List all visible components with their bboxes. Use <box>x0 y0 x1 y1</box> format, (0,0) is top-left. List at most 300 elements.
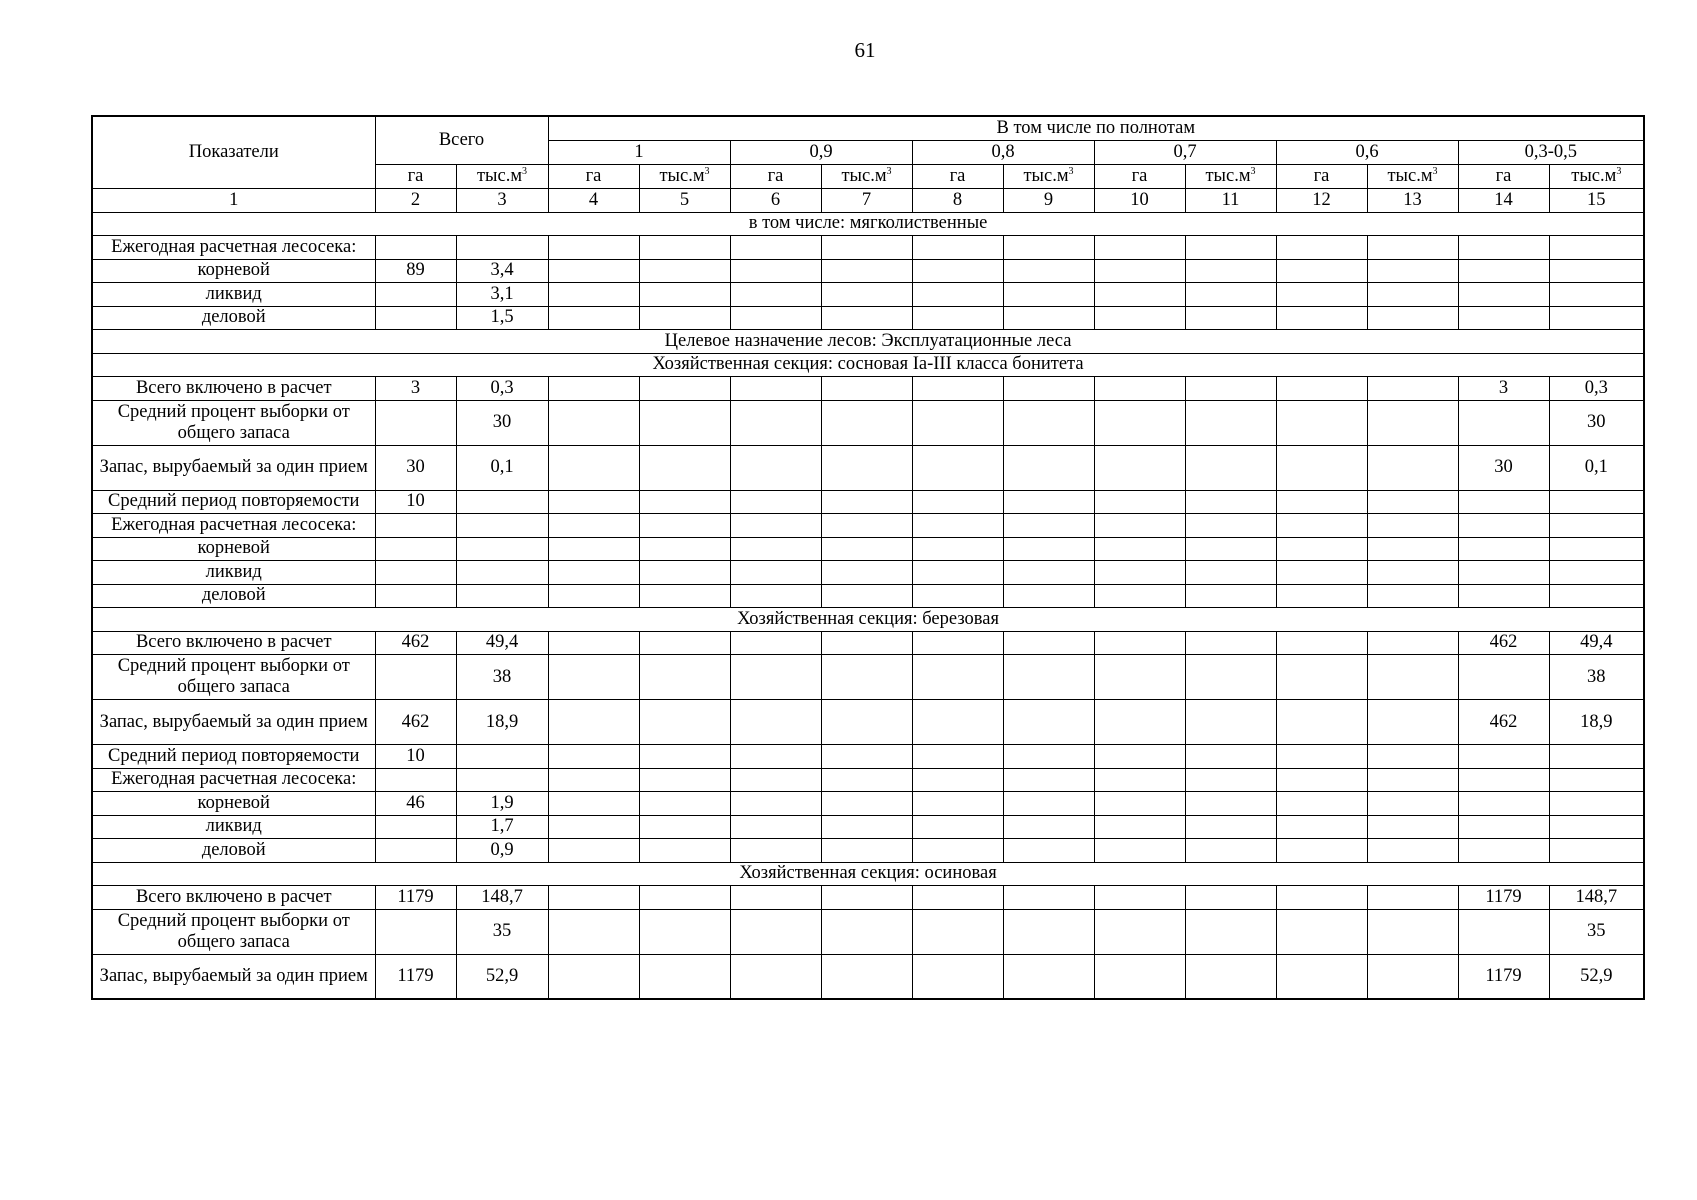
table-cell <box>639 768 730 792</box>
table-cell <box>912 655 1003 700</box>
table-cell <box>1549 584 1644 608</box>
section-row <box>92 608 1644 632</box>
table-cell <box>548 306 639 330</box>
table-cell: 1,5 <box>456 306 548 330</box>
table-cell <box>375 514 456 538</box>
header-density-6: 0,3-0,5 <box>1458 140 1644 164</box>
table-cell <box>1185 400 1276 445</box>
table-cell <box>1367 377 1458 401</box>
table-cell <box>456 584 548 608</box>
table-cell <box>912 745 1003 769</box>
column-number: 6 <box>730 188 821 212</box>
table-cell <box>912 631 1003 655</box>
table-cell <box>821 537 912 561</box>
row-label: корневой <box>92 792 375 816</box>
header-density-4: 0,7 <box>1094 140 1276 164</box>
table-cell <box>1185 561 1276 585</box>
table-cell <box>639 400 730 445</box>
table-cell <box>1367 839 1458 863</box>
table-cell <box>821 792 912 816</box>
table-cell <box>1276 283 1367 307</box>
table-cell <box>1549 490 1644 514</box>
table-cell <box>1003 445 1094 490</box>
table-cell <box>1003 306 1094 330</box>
table-cell: 462 <box>375 631 456 655</box>
table-cell <box>1367 815 1458 839</box>
table-cell <box>730 445 821 490</box>
table-cell <box>821 561 912 585</box>
header-unit-ha: га <box>548 164 639 188</box>
table-cell: 0,9 <box>456 839 548 863</box>
header-density-5: 0,6 <box>1276 140 1458 164</box>
table-cell <box>548 631 639 655</box>
row-label: Всего включено в расчет <box>92 886 375 910</box>
forest-stats-table <box>91 115 1645 1000</box>
column-number: 12 <box>1276 188 1367 212</box>
table-cell <box>912 815 1003 839</box>
table-row <box>92 700 1644 745</box>
table-cell <box>1549 236 1644 260</box>
table-cell <box>639 490 730 514</box>
table-cell <box>1367 700 1458 745</box>
section-title: Хозяйственная секция: сосновая Ia-III класса бонитета <box>92 353 1644 377</box>
table-row <box>92 815 1644 839</box>
unit-volume-text: тыс.м <box>1571 165 1617 186</box>
table-row <box>92 954 1644 999</box>
table-cell <box>1458 815 1549 839</box>
table-cell: 35 <box>456 909 548 954</box>
table-cell <box>375 815 456 839</box>
table-cell: 0,3 <box>456 377 548 401</box>
column-number: 5 <box>639 188 730 212</box>
table-cell <box>1094 839 1185 863</box>
table-cell <box>375 584 456 608</box>
column-number: 13 <box>1367 188 1458 212</box>
table-cell <box>730 768 821 792</box>
table-cell: 38 <box>1549 655 1644 700</box>
table-row <box>92 792 1644 816</box>
row-label: Средний процент выборки от общего запаса <box>92 909 375 954</box>
table-cell <box>1185 792 1276 816</box>
table-cell <box>821 655 912 700</box>
table-cell <box>821 259 912 283</box>
table-cell <box>548 490 639 514</box>
header-unit-ha: га <box>912 164 1003 188</box>
table-cell: 1,7 <box>456 815 548 839</box>
table-cell <box>456 768 548 792</box>
row-label: Средний период повторяемости <box>92 745 375 769</box>
row-label: Ежегодная расчетная лесосека: <box>92 768 375 792</box>
table-cell <box>639 377 730 401</box>
column-number: 15 <box>1549 188 1644 212</box>
header-unit-ha: га <box>1276 164 1367 188</box>
table-cell <box>1094 886 1185 910</box>
table-cell <box>548 839 639 863</box>
table-cell <box>375 283 456 307</box>
table-cell <box>1367 909 1458 954</box>
table-cell <box>730 537 821 561</box>
table-cell <box>912 584 1003 608</box>
table-cell <box>375 306 456 330</box>
table-cell <box>912 909 1003 954</box>
column-number: 8 <box>912 188 1003 212</box>
table-cell <box>1549 745 1644 769</box>
table-cell <box>730 954 821 999</box>
table-cell <box>1458 514 1549 538</box>
table-cell <box>1094 631 1185 655</box>
row-label: Запас, вырубаемый за один прием <box>92 445 375 490</box>
table-cell <box>639 745 730 769</box>
table-cell <box>1458 306 1549 330</box>
table-cell <box>1094 236 1185 260</box>
table-cell <box>730 655 821 700</box>
table-cell <box>1094 490 1185 514</box>
table-row <box>92 490 1644 514</box>
table-cell <box>1458 400 1549 445</box>
table-cell <box>1276 909 1367 954</box>
row-label: Средний период повторяемости <box>92 490 375 514</box>
table-cell <box>639 631 730 655</box>
table-cell <box>1003 745 1094 769</box>
table-cell <box>912 886 1003 910</box>
table-cell <box>375 655 456 700</box>
table-row <box>92 537 1644 561</box>
table-cell <box>1094 377 1185 401</box>
table-row <box>92 306 1644 330</box>
table-cell <box>1003 631 1094 655</box>
table-cell <box>912 700 1003 745</box>
table-cell: 462 <box>375 700 456 745</box>
table-cell <box>912 259 1003 283</box>
section-row <box>92 212 1644 236</box>
table-cell <box>1549 283 1644 307</box>
table-cell: 148,7 <box>456 886 548 910</box>
table-cell <box>548 792 639 816</box>
table-cell <box>1276 584 1367 608</box>
table-cell <box>821 236 912 260</box>
table-cell <box>639 537 730 561</box>
table-cell <box>1276 700 1367 745</box>
table-cell <box>730 631 821 655</box>
table-cell <box>1276 236 1367 260</box>
table-cell <box>730 584 821 608</box>
table-cell: 462 <box>1458 631 1549 655</box>
table-cell <box>1458 839 1549 863</box>
table-cell <box>548 561 639 585</box>
header-unit-ha: га <box>1094 164 1185 188</box>
table-cell <box>1276 377 1367 401</box>
header-total: Всего <box>375 116 548 164</box>
table-cell <box>730 490 821 514</box>
table-cell <box>639 306 730 330</box>
table-cell <box>1094 792 1185 816</box>
table-cell: 35 <box>1549 909 1644 954</box>
table-cell <box>548 400 639 445</box>
table-cell: 30 <box>375 445 456 490</box>
table-cell <box>1003 283 1094 307</box>
table-row <box>92 283 1644 307</box>
table-cell <box>1276 954 1367 999</box>
table-row <box>92 631 1644 655</box>
table-cell <box>912 514 1003 538</box>
table-cell <box>1458 283 1549 307</box>
table-cell <box>821 631 912 655</box>
row-label: Средний процент выборки от общего запаса <box>92 400 375 445</box>
table-row <box>92 839 1644 863</box>
table-row <box>92 377 1644 401</box>
table-cell <box>1367 886 1458 910</box>
table-cell <box>1367 768 1458 792</box>
table-cell <box>1458 259 1549 283</box>
table-cell <box>1549 537 1644 561</box>
table-cell <box>1276 514 1367 538</box>
table-cell <box>1367 259 1458 283</box>
table-row <box>92 236 1644 260</box>
table-cell <box>1276 537 1367 561</box>
table-cell <box>1458 561 1549 585</box>
table-cell <box>1276 792 1367 816</box>
row-label: деловой <box>92 584 375 608</box>
table-cell <box>912 561 1003 585</box>
header-unit-volume <box>639 164 730 188</box>
table-cell <box>1003 768 1094 792</box>
table-cell <box>1003 909 1094 954</box>
table-cell <box>639 514 730 538</box>
unit-volume-sup: 3 <box>522 165 528 177</box>
table-cell <box>1094 815 1185 839</box>
table-cell <box>730 306 821 330</box>
table-cell <box>1276 655 1367 700</box>
table-cell <box>1185 839 1276 863</box>
table-row <box>92 768 1644 792</box>
header-density-1: 1 <box>548 140 730 164</box>
table-cell <box>1094 537 1185 561</box>
table-cell <box>730 909 821 954</box>
table-cell <box>639 792 730 816</box>
table-cell <box>1094 561 1185 585</box>
table-cell <box>1276 631 1367 655</box>
table-cell: 3,4 <box>456 259 548 283</box>
table-row <box>92 886 1644 910</box>
table-cell <box>548 236 639 260</box>
table-cell: 38 <box>456 655 548 700</box>
table-cell <box>1367 306 1458 330</box>
unit-volume-text: тыс.м <box>1023 165 1069 186</box>
table-cell <box>548 954 639 999</box>
table-cell <box>1276 400 1367 445</box>
table-cell <box>912 400 1003 445</box>
table-cell <box>730 283 821 307</box>
table-cell <box>639 283 730 307</box>
table-row <box>92 400 1644 445</box>
table-cell <box>639 909 730 954</box>
section-row <box>92 862 1644 886</box>
header-by-density: В том числе по полнотам <box>548 116 1644 140</box>
table-cell <box>821 745 912 769</box>
unit-volume-text: тыс.м <box>1387 165 1433 186</box>
table-cell <box>548 655 639 700</box>
table-cell <box>821 815 912 839</box>
table-cell <box>1549 768 1644 792</box>
table-cell <box>730 745 821 769</box>
table-cell <box>1458 236 1549 260</box>
table-cell <box>912 377 1003 401</box>
table-cell <box>912 236 1003 260</box>
table-cell <box>912 445 1003 490</box>
table-cell: 46 <box>375 792 456 816</box>
table-cell <box>730 514 821 538</box>
unit-volume-sup: 3 <box>704 165 710 177</box>
table-cell <box>821 768 912 792</box>
table-cell: 462 <box>1458 700 1549 745</box>
row-label: Ежегодная расчетная лесосека: <box>92 514 375 538</box>
row-label: ликвид <box>92 561 375 585</box>
table-cell <box>1185 490 1276 514</box>
table-cell <box>821 306 912 330</box>
table-cell <box>1367 283 1458 307</box>
table-cell <box>1185 700 1276 745</box>
table-cell <box>548 259 639 283</box>
table-cell <box>912 537 1003 561</box>
table-cell <box>1094 584 1185 608</box>
table-cell <box>1003 886 1094 910</box>
column-number: 3 <box>456 188 548 212</box>
section-row <box>92 330 1644 354</box>
unit-volume-sup: 3 <box>1432 165 1438 177</box>
row-label: ликвид <box>92 283 375 307</box>
table-cell <box>730 815 821 839</box>
unit-volume-text: тыс.м <box>1205 165 1251 186</box>
table-cell <box>1276 768 1367 792</box>
table-cell <box>456 490 548 514</box>
table-cell <box>1549 259 1644 283</box>
table-cell <box>375 768 456 792</box>
header-unit-ha: га <box>375 164 456 188</box>
table-cell <box>1549 792 1644 816</box>
table-cell <box>1458 745 1549 769</box>
table-cell <box>548 584 639 608</box>
table-cell <box>1185 514 1276 538</box>
table-cell <box>730 839 821 863</box>
table-cell <box>548 700 639 745</box>
table-row <box>92 561 1644 585</box>
table-cell <box>1458 909 1549 954</box>
column-number: 7 <box>821 188 912 212</box>
table-cell <box>456 537 548 561</box>
column-number: 2 <box>375 188 456 212</box>
table-cell <box>1367 584 1458 608</box>
table-cell: 30 <box>456 400 548 445</box>
table-cell <box>1549 839 1644 863</box>
table-cell <box>548 445 639 490</box>
table-cell <box>639 954 730 999</box>
table-cell <box>1276 815 1367 839</box>
table-cell: 18,9 <box>1549 700 1644 745</box>
table-cell: 30 <box>1458 445 1549 490</box>
table-cell <box>639 655 730 700</box>
table-cell: 89 <box>375 259 456 283</box>
table-cell <box>639 445 730 490</box>
header-unit-volume <box>821 164 912 188</box>
table-cell: 0,1 <box>1549 445 1644 490</box>
table-cell: 30 <box>1549 400 1644 445</box>
table-cell <box>548 377 639 401</box>
section-title: в том числе: мягколиственные <box>92 212 1644 236</box>
table-cell <box>1367 561 1458 585</box>
table-cell <box>1367 631 1458 655</box>
table-cell <box>375 839 456 863</box>
table-cell <box>1185 745 1276 769</box>
table-cell <box>821 283 912 307</box>
column-number: 10 <box>1094 188 1185 212</box>
table-cell <box>1185 584 1276 608</box>
table-cell <box>1367 745 1458 769</box>
table-cell <box>1185 655 1276 700</box>
row-label: деловой <box>92 839 375 863</box>
table-cell <box>1094 306 1185 330</box>
unit-volume-text: тыс.м <box>476 165 523 186</box>
table-cell <box>1003 259 1094 283</box>
table-cell <box>639 561 730 585</box>
table-cell <box>1185 306 1276 330</box>
header-unit-volume <box>1185 164 1276 188</box>
table-cell <box>639 839 730 863</box>
table-cell: 49,4 <box>456 631 548 655</box>
table-cell <box>821 954 912 999</box>
table-cell <box>1003 792 1094 816</box>
table-cell <box>1276 561 1367 585</box>
table-cell <box>1185 954 1276 999</box>
header-unit-volume <box>1367 164 1458 188</box>
table-cell <box>1003 236 1094 260</box>
table-cell <box>1185 236 1276 260</box>
table-cell <box>821 377 912 401</box>
column-number: 14 <box>1458 188 1549 212</box>
table-cell: 1179 <box>375 954 456 999</box>
table-cell <box>1458 490 1549 514</box>
table-cell <box>821 490 912 514</box>
table-cell <box>1276 445 1367 490</box>
table-cell <box>1185 631 1276 655</box>
header-unit-volume <box>1549 164 1644 188</box>
table-cell <box>456 561 548 585</box>
table-cell: 10 <box>375 490 456 514</box>
table-cell <box>1276 259 1367 283</box>
table-cell <box>1276 839 1367 863</box>
table-row <box>92 259 1644 283</box>
table-cell <box>1458 792 1549 816</box>
table-cell <box>821 886 912 910</box>
table-cell <box>730 792 821 816</box>
table-cell: 52,9 <box>1549 954 1644 999</box>
header-density-2: 0,9 <box>730 140 912 164</box>
table-cell <box>548 537 639 561</box>
table-cell: 1179 <box>1458 954 1549 999</box>
table-cell <box>1185 445 1276 490</box>
table-cell <box>1094 745 1185 769</box>
table-cell <box>730 259 821 283</box>
table-cell <box>1367 445 1458 490</box>
table-cell <box>730 886 821 910</box>
table-cell <box>1549 815 1644 839</box>
row-label: корневой <box>92 259 375 283</box>
table-cell: 49,4 <box>1549 631 1644 655</box>
row-label: Всего включено в расчет <box>92 377 375 401</box>
table-cell: 52,9 <box>456 954 548 999</box>
table-cell: 3 <box>375 377 456 401</box>
row-label: Ежегодная расчетная лесосека: <box>92 236 375 260</box>
table-cell <box>821 514 912 538</box>
